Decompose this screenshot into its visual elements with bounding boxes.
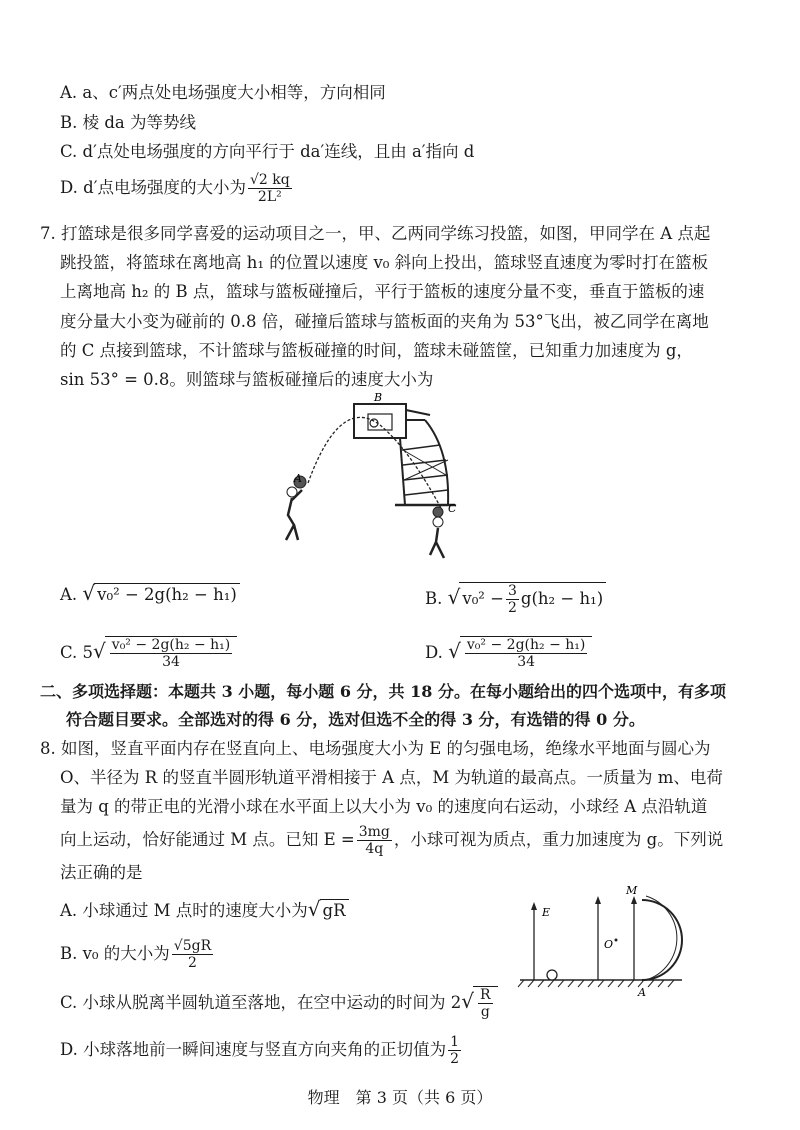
q8-option-c-fraction bbox=[478, 987, 493, 1020]
sqrt-symbol: √ bbox=[447, 585, 461, 609]
stand-rung-1 bbox=[402, 445, 440, 450]
field-arrow-2 bbox=[595, 896, 601, 904]
sqrt-symbol: √ bbox=[307, 897, 321, 921]
stand-rung-4 bbox=[405, 490, 448, 495]
q7-option-b bbox=[425, 582, 606, 616]
q7-basketball-figure bbox=[270, 390, 540, 565]
q8-stem-line-5: 法正确的是 bbox=[60, 863, 143, 882]
fraction-numerator: 1 bbox=[450, 1034, 460, 1050]
q7-option-d-label: D. bbox=[425, 643, 443, 662]
q7-option-b-expr bbox=[459, 582, 606, 616]
q6-option-d-text: D. d′点电场强度的大小为 bbox=[60, 178, 246, 197]
q7-option-a-label: A. bbox=[60, 585, 78, 604]
q7-option-c bbox=[60, 636, 237, 670]
label-c: C bbox=[448, 502, 457, 515]
q7-option-c-fraction bbox=[110, 637, 232, 670]
q7-option-a-expr: v₀² − 2g(h₂ − h₁) bbox=[94, 583, 240, 606]
ball-trajectory-curve bbox=[308, 417, 380, 483]
q8-option-c bbox=[60, 986, 498, 1020]
q8-option-b-text: B. v₀ 的大小为 bbox=[60, 944, 170, 963]
fraction-numerator: 3 bbox=[508, 583, 517, 599]
fraction-numerator: v₀² − 2g(h₂ − h₁) bbox=[466, 637, 586, 653]
fraction-denominator: 2 bbox=[508, 600, 517, 616]
q8-stem-line-2: O、半径为 R 的竖直半圆形轨道平滑相接于 A 点，M 为轨道的最高点。一质量为 m、电荷 bbox=[60, 768, 723, 787]
q7-option-d-fraction bbox=[465, 637, 587, 670]
sqrt-symbol: √ bbox=[82, 581, 96, 605]
stand-brace-1 bbox=[403, 450, 446, 475]
fraction-denominator: 34 bbox=[162, 654, 180, 670]
q7-stem-line-4: 度分量大小变为碰前的 0.8 倍，碰撞后篮球与篮板面的夹角为 53°飞出，被乙同学在离地 bbox=[60, 312, 709, 331]
field-arrow-3 bbox=[631, 896, 637, 904]
q8-stem-line-4-part1: 向上运动，恰好能通过 M 点。已知 E = bbox=[60, 830, 355, 849]
player-a bbox=[286, 476, 306, 540]
semicircle-track bbox=[642, 900, 682, 980]
page-footer: 物理 第 3 页（共 6 页） bbox=[307, 1088, 493, 1107]
q7-stem-line-6: sin 53° = 0.8。则篮球与篮板碰撞后的速度大小为 bbox=[60, 370, 434, 389]
q8-option-a-text: A. 小球通过 M 点时的速度大小为 bbox=[60, 901, 308, 920]
label-m: M bbox=[626, 884, 638, 897]
backboard-inner-square bbox=[368, 414, 392, 430]
q8-option-b bbox=[60, 938, 215, 971]
q7-option-d-radicand bbox=[460, 636, 592, 670]
fraction-numerator: v₀² − 2g(h₂ − h₁) bbox=[111, 637, 231, 653]
label-b: B bbox=[374, 391, 383, 404]
q7-stem-line-3: 上离地高 h₂ 的 B 点，篮球与篮板碰撞后，平行于篮板的速度分量不变，垂直于篮板的速 bbox=[60, 282, 705, 301]
fraction-denominator: g bbox=[480, 1004, 490, 1020]
label-a: A bbox=[638, 986, 646, 999]
fraction-denominator: 2 bbox=[450, 1051, 460, 1067]
label-e: E bbox=[542, 906, 551, 919]
ground-hatching bbox=[518, 980, 674, 987]
fraction-denominator: 34 bbox=[517, 654, 536, 670]
q8-stem-line-4-part2: ，小球可视为质点，重力加速度为 g。下列说 bbox=[393, 830, 724, 849]
sqrt-symbol: √ bbox=[461, 989, 475, 1013]
q6-option-d bbox=[60, 172, 294, 205]
q7-option-b-expr-part1: v₀² − bbox=[462, 589, 504, 608]
q6-option-d-fraction bbox=[248, 172, 292, 205]
q6-option-a: A. a、c′两点处电场强度大小相等，方向相同 bbox=[60, 83, 386, 102]
stand-arm-upper bbox=[406, 410, 430, 415]
fraction-denominator: 2L² bbox=[257, 189, 282, 205]
q6-option-b: B. 棱 da 为等势线 bbox=[60, 113, 197, 132]
q8-option-d-text: D. 小球落地前一瞬间速度与竖直方向夹角的正切值为 bbox=[60, 1040, 447, 1059]
sqrt-symbol: √ bbox=[448, 639, 461, 663]
sqrt-symbol: √ bbox=[93, 639, 106, 663]
q8-option-a bbox=[60, 898, 349, 922]
q8-stem-line-4 bbox=[60, 824, 723, 857]
section-2-heading-line-1: 二、多项选择题：本题共 3 小题，每小题 6 分，共 18 分。在每小题给出的四个选项中，有多项 bbox=[40, 682, 726, 701]
q8-option-b-fraction bbox=[172, 938, 213, 971]
q8-stem-line-3: 量为 q 的带正电的光滑小球在水平面上以大小为 v₀ 的速度向右运动，小球经 A 点沿轨道 bbox=[60, 797, 708, 816]
q8-option-c-radicand bbox=[473, 986, 498, 1020]
q8-option-d-fraction bbox=[448, 1034, 461, 1067]
q7-stem-line-5: 的 C 点接到篮球，不计篮球与篮板碰撞的时间，篮球未碰篮筐，已知重力加速度为 g， bbox=[60, 341, 693, 360]
fraction-denominator: 2 bbox=[188, 955, 197, 971]
label-a: A bbox=[294, 472, 302, 485]
fraction-numerator: R bbox=[480, 987, 491, 1003]
q6-option-c: C. d′点处电场强度的方向平行于 da′连线，且由 a′指向 d bbox=[60, 142, 475, 161]
q7-option-b-fraction bbox=[506, 583, 519, 616]
q7-option-b-expr-part2: g(h₂ − h₁) bbox=[520, 589, 604, 608]
q7-stem-line-1: 7. 打篮球是很多同学喜爱的运动项目之一，甲、乙两同学练习投篮，如图，甲同学在 A 点起 bbox=[40, 224, 711, 243]
fraction-denominator: 4q bbox=[365, 841, 384, 857]
q7-option-c-label: C. 5 bbox=[60, 643, 94, 662]
q8-e-fraction bbox=[357, 824, 392, 857]
q7-option-d bbox=[425, 636, 592, 670]
q7-option-b-label: B. bbox=[425, 589, 443, 608]
q8-track-figure bbox=[512, 880, 692, 1000]
q8-option-c-text: C. 小球从脱离半圆轨道至落地，在空中运动的时间为 2 bbox=[60, 993, 462, 1012]
small-ball bbox=[547, 970, 557, 980]
fraction-numerator: √2 kq bbox=[249, 172, 290, 188]
q7-stem-line-2: 跳投篮，将篮球在离地高 h₁ 的位置以速度 v₀ 斜向上投出，篮球竖直速度为零时打在篮板 bbox=[60, 253, 709, 272]
q7-option-c-radicand bbox=[105, 636, 237, 670]
field-arrow-1 bbox=[531, 902, 537, 910]
q7-option-a bbox=[60, 582, 240, 606]
q8-option-a-expr: gR bbox=[320, 899, 349, 922]
label-o: O bbox=[604, 938, 614, 951]
player-c bbox=[430, 507, 444, 558]
section-2-heading-line-2: 符合题目要求。全部选对的得 6 分，选对但选不全的得 3 分，有选错的得 0 分。 bbox=[66, 710, 645, 729]
fraction-numerator: 3mg bbox=[358, 824, 390, 840]
backboard bbox=[354, 404, 406, 438]
q8-stem-line-1: 8. 如图，竖直平面内存在竖直向上、电场强度大小为 E 的匀强电场，绝缘水平地面与圆心为 bbox=[40, 739, 711, 758]
fraction-numerator: √5gR bbox=[173, 938, 212, 954]
q8-option-d bbox=[60, 1034, 463, 1067]
center-point bbox=[615, 939, 618, 942]
